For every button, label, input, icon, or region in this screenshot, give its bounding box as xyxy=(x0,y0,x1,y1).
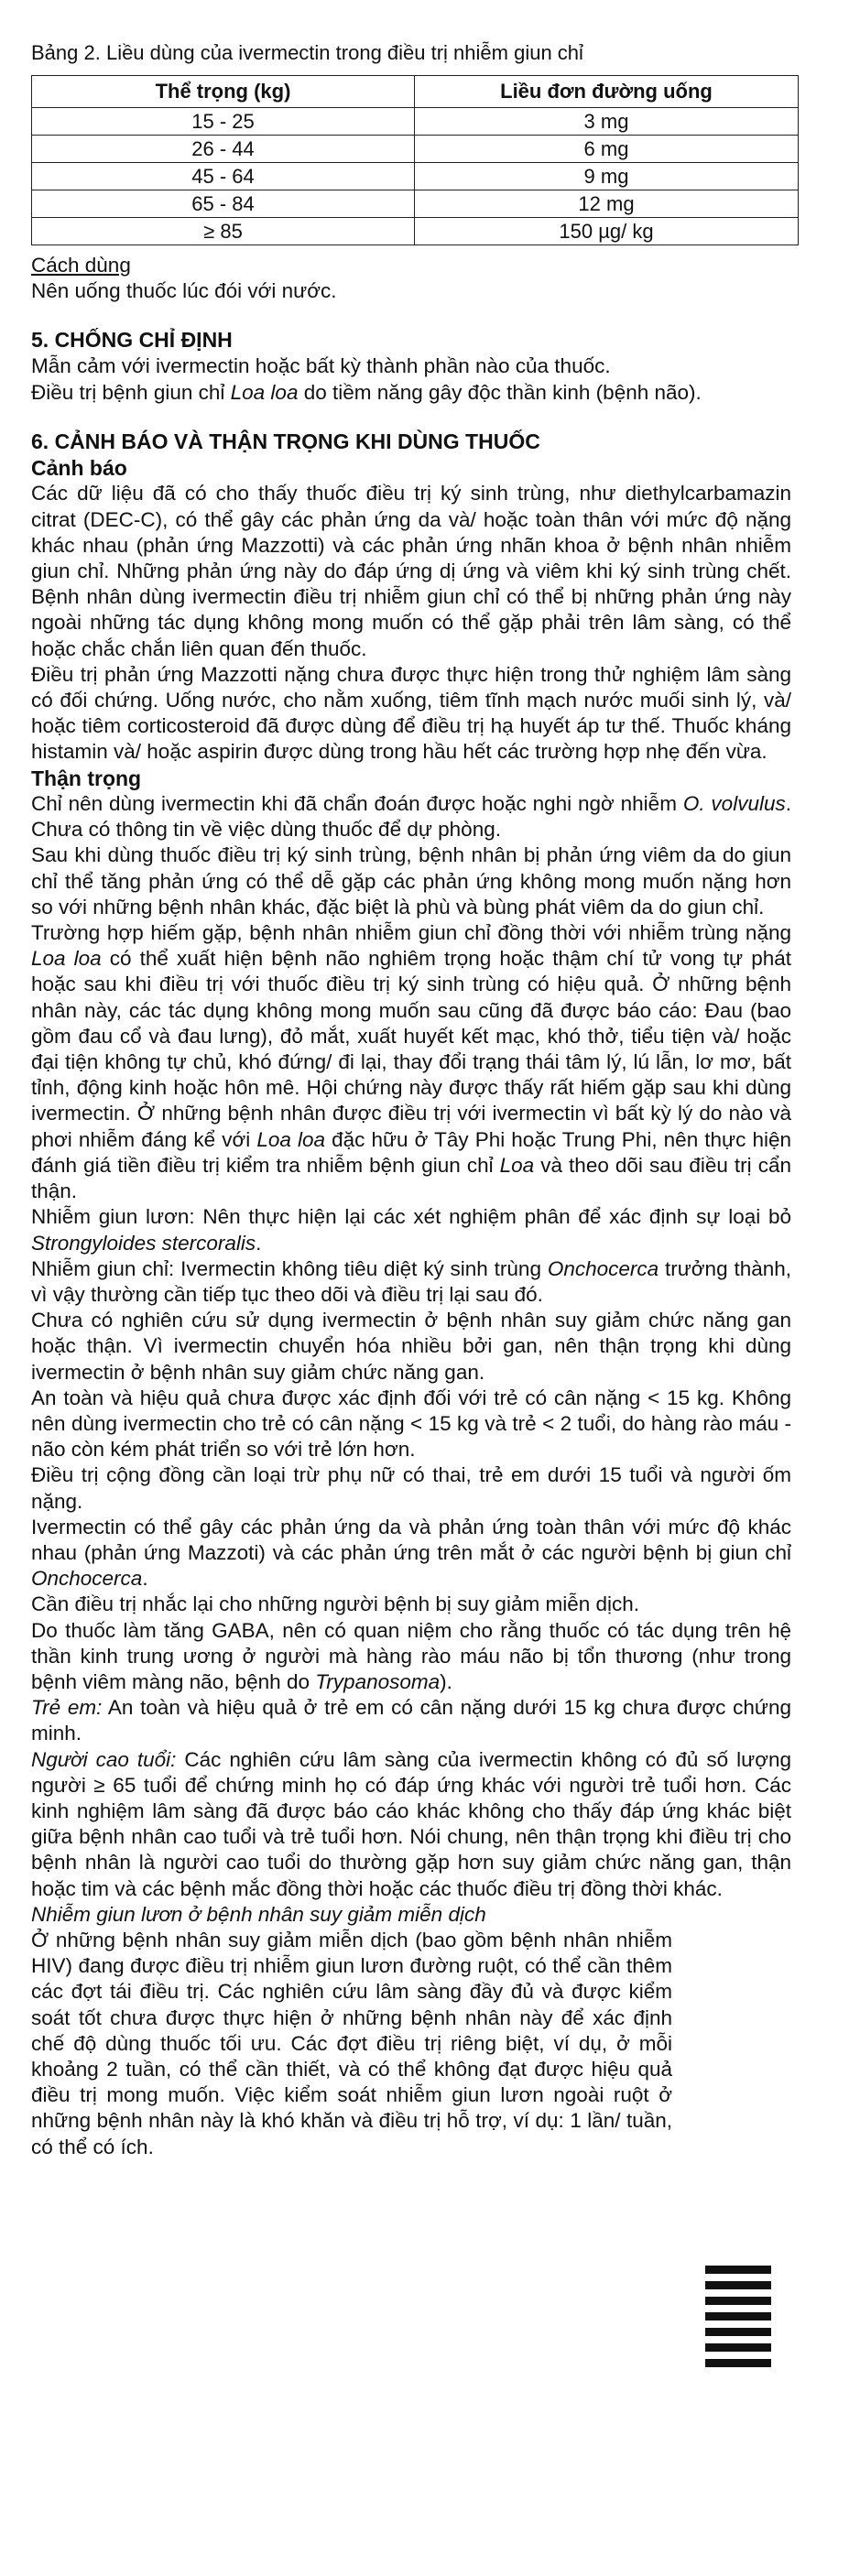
usage-title: Cách dùng xyxy=(31,254,131,277)
precaution-paragraph: Nhiễm giun chỉ: Ivermectin không tiêu diệt ký sinh trùng Onchocerca trưởng thành, vì vậy thường cần tiếp tục theo dõi và điều trị lại sau đó. xyxy=(31,1256,791,1306)
usage-text: Nên uống thuốc lúc đói với nước. xyxy=(31,279,337,303)
table-row xyxy=(32,190,799,218)
dose-cell: 12 mg xyxy=(415,190,799,218)
precaution-paragraph: An toàn và hiệu quả chưa được xác định đối với trẻ có cân nặng < 15 kg. Không nên dùng ivermectin cho trẻ có cân nặng < 15 kg và trẻ < 2 tuổi, do hàng rào máu - não còn kém phát triển so với trẻ lớn hơn. xyxy=(31,1386,791,1462)
precaution-paragraph: Nhiễm giun lươn: Nên thực hiện lại các xét nghiệm phân để xác định sự loại bỏ Strongyloides stercoralis. xyxy=(31,1205,791,1255)
table-row xyxy=(32,218,799,245)
warning-paragraph: Điều trị phản ứng Mazzotti nặng chưa được thực hiện trong thử nghiệm lâm sàng có đối chứng. Uống nước, cho nằm xuống, tiêm tĩnh mạch nước muối sinh lý, và/ hoặc tiêm corticosteroid đã được dùng để điều trị hạ huyết áp tư thế. Thuốc kháng histamin và/ hoặc aspirin được dùng trong hầu hết các trường hợp nhẹ đến vừa. xyxy=(31,662,791,764)
table-row xyxy=(32,163,799,190)
precaution-immunocompromised-title: Nhiễm giun lươn ở bệnh nhân suy giảm miễn dịch xyxy=(31,1902,486,1926)
warnings-heading: 6. CẢNH BÁO VÀ THẬN TRỌNG KHI DÙNG THUỐC xyxy=(31,429,540,453)
precaution-paragraph: Trường hợp hiếm gặp, bệnh nhân nhiễm giun chỉ đồng thời với nhiễm trùng nặng Loa loa có thể xuất hiện bệnh não nghiêm trọng hoặc thậm chí tử vong tự phát hoặc sau khi điều trị với thuốc điều trị ký sinh trùng có hiệu quả. Ở những bệnh nhân này, các tác dụng không mong muốn sau cũng đã được báo cáo: Đau (bao gồm đau cổ và đau lưng), đỏ mắt, xuất huyết kết mạc, khó thở, tiểu tiện và/ hoặc đại tiện không tự chủ, khó đứng/ đi lại, thay đổi trạng thái tâm lý, lú lẫn, lơ mơ, bất tỉnh, động kinh hoặc hôn mê. Hội chứng này được thấy rất hiếm gặp sau khi dùng ivermectin. Ở những bệnh nhân được điều trị với ivermectin vì bất kỳ lý do nào và phơi nhiễm đáng kể với Loa loa đặc hữu ở Tây Phi hoặc Trung Phi, nên thực hiện đánh giá tiền điều trị kiểm tra nhiễm bệnh giun chỉ Loa và theo dõi sau điều trị cẩn thận. xyxy=(31,921,792,1203)
warnings-subheading: Cảnh báo xyxy=(31,455,127,480)
leaflet-content xyxy=(31,40,791,2160)
precaution-paragraph: Chưa có nghiên cứu sử dụng ivermectin ở bệnh nhân suy giảm chức năng gan hoặc thận. Vì ivermectin chuyển hóa nhiều bởi gan, nên thận trọng khi dùng ivermectin ở bệnh nhân suy giảm chức năng gan. xyxy=(31,1309,791,1384)
dose-cell: 150 µg/ kg xyxy=(415,218,799,245)
weight-cell: 45 - 64 xyxy=(32,163,415,190)
warning-paragraph: Các dữ liệu đã có cho thấy thuốc điều trị ký sinh trùng, như diethylcarbamazin citrat (DEC-C), có thể gây các phản ứng da và/ hoặc toàn thân với mức độ nặng khác nhau (phản ứng Mazzotti) và các phản ứng nhãn khoa ở bệnh nhân nhiễm giun chỉ. Những phản ứng này do đáp ứng dị ứng và viêm khi ký sinh trùng chết. Bệnh nhân dùng ivermectin điều trị nhiễm giun chỉ có thể bị những phản ứng này ngoài những tác dụng không mong muốn có thể gặp phải trên lâm sàng, có thể hoặc chắc chắn liên quan đến thuốc. xyxy=(31,482,791,660)
table-row xyxy=(32,108,799,136)
weight-cell: 65 - 84 xyxy=(32,190,415,218)
weight-cell: 26 - 44 xyxy=(32,136,415,163)
precaution-paragraph: Ivermectin có thể gây các phản ứng da và phản ứng toàn thân với mức độ khác nhau (phản ứng Mazzoti) và các phản ứng trên mắt ở các người bệnh bị giun chỉ Onchocerca. xyxy=(31,1515,791,1591)
dose-cell: 6 mg xyxy=(415,136,799,163)
column-header-dose: Liều đơn đường uống xyxy=(415,76,799,108)
contraindication-line: Điều trị bệnh giun chỉ Loa loa do tiềm năng gây độc thần kinh (bệnh não). xyxy=(31,380,702,404)
weight-cell: ≥ 85 xyxy=(32,218,415,245)
precautions-subheading: Thận trọng xyxy=(31,766,142,790)
precaution-elderly: Người cao tuổi: Các nghiên cứu lâm sàng của ivermectin không có đủ số lượng người ≥ 65 tuổi để chứng minh họ có đáp ứng khác với người trẻ tuổi hơn. Các kinh nghiệm lâm sàng đã được báo cáo khác không cho thấy đáp ứng khác biệt giữa bệnh nhân cao tuổi và trẻ tuổi hơn. Nói chung, nên thận trọng khi điều trị cho bệnh nhân là người cao tuổi do thường gặp hơn suy giảm chức năng gan, thận hoặc tim và các bệnh mắc đồng thời hoặc các thuốc điều trị đồng thời khác. xyxy=(31,1747,791,1900)
precaution-paragraph: Cần điều trị nhắc lại cho những người bệnh bị suy giảm miễn dịch. xyxy=(31,1592,640,1616)
column-header-weight: Thể trọng (kg) xyxy=(32,76,415,108)
precaution-paragraph: Sau khi dùng thuốc điều trị ký sinh trùng, bệnh nhân bị phản ứng viêm da do giun chỉ thể tăng phản ứng có thể dễ gặp các phản ứng không mong muốn nặng hơn so với những bệnh nhân khác, đặc biệt là phù và bùng phát viêm da do giun chỉ. xyxy=(31,843,791,918)
precaution-paragraph: Điều trị cộng đồng cần loại trừ phụ nữ có thai, trẻ em dưới 15 tuổi và người ốm nặng. xyxy=(31,1463,791,1513)
table-header-row xyxy=(32,76,799,108)
table-caption: Bảng 2. Liều dùng của ivermectin trong điều trị nhiễm giun chỉ xyxy=(31,41,583,64)
table-row xyxy=(32,136,799,163)
contraindications-heading: 5. CHỐNG CHỈ ĐỊNH xyxy=(31,328,233,353)
precaution-paragraph: Do thuốc làm tăng GABA, nên có quan niệm cho rằng thuốc có tác dụng trên hệ thần kinh trung ương ở người mà hàng rào máu não bị tổn thương (như trong bệnh viêm màng não, bệnh do Trypanosoma). xyxy=(31,1618,791,1693)
dosage-table xyxy=(31,75,799,245)
barcode-mark xyxy=(705,2266,771,2379)
precaution-paragraph: Chỉ nên dùng ivermectin khi đã chẩn đoán được hoặc nghi ngờ nhiễm O. volvulus. Chưa có thông tin về việc dùng thuốc để dự phòng. xyxy=(31,792,791,842)
dose-cell: 9 mg xyxy=(415,163,799,190)
contraindication-line: Mẫn cảm với ivermectin hoặc bất kỳ thành phần nào của thuốc. xyxy=(31,354,611,378)
precaution-immunocompromised-text: Ở những bệnh nhân suy giảm miễn dịch (bao gồm bệnh nhân nhiễm HIV) đang được điều trị nhiễm giun lươn đường ruột, có thể cần thêm các đợt tái điều trị. Các nghiên cứu lâm sàng đầy đủ và được kiểm soát tốt chưa được thực hiện ở những bệnh nhân này để xác định chế độ dùng thuốc tối ưu. Các đợt điều trị riêng biệt, ví dụ, ở mỗi khoảng 2 tuần, có thể cần thiết, và có thể không đạt được hiệu quả điều trị mong muốn. Việc kiểm soát nhiễm giun lươn ngoài ruột ở những bệnh nhân này là khó khăn và điều trị hỗ trợ, ví dụ: 1 lần/ tuần, có thể có ích. xyxy=(31,1928,672,2158)
dose-cell: 3 mg xyxy=(415,108,799,136)
precaution-children: Trẻ em: An toàn và hiệu quả ở trẻ em có cân nặng dưới 15 kg chưa được chứng minh. xyxy=(31,1696,791,1745)
weight-cell: 15 - 25 xyxy=(32,108,415,136)
